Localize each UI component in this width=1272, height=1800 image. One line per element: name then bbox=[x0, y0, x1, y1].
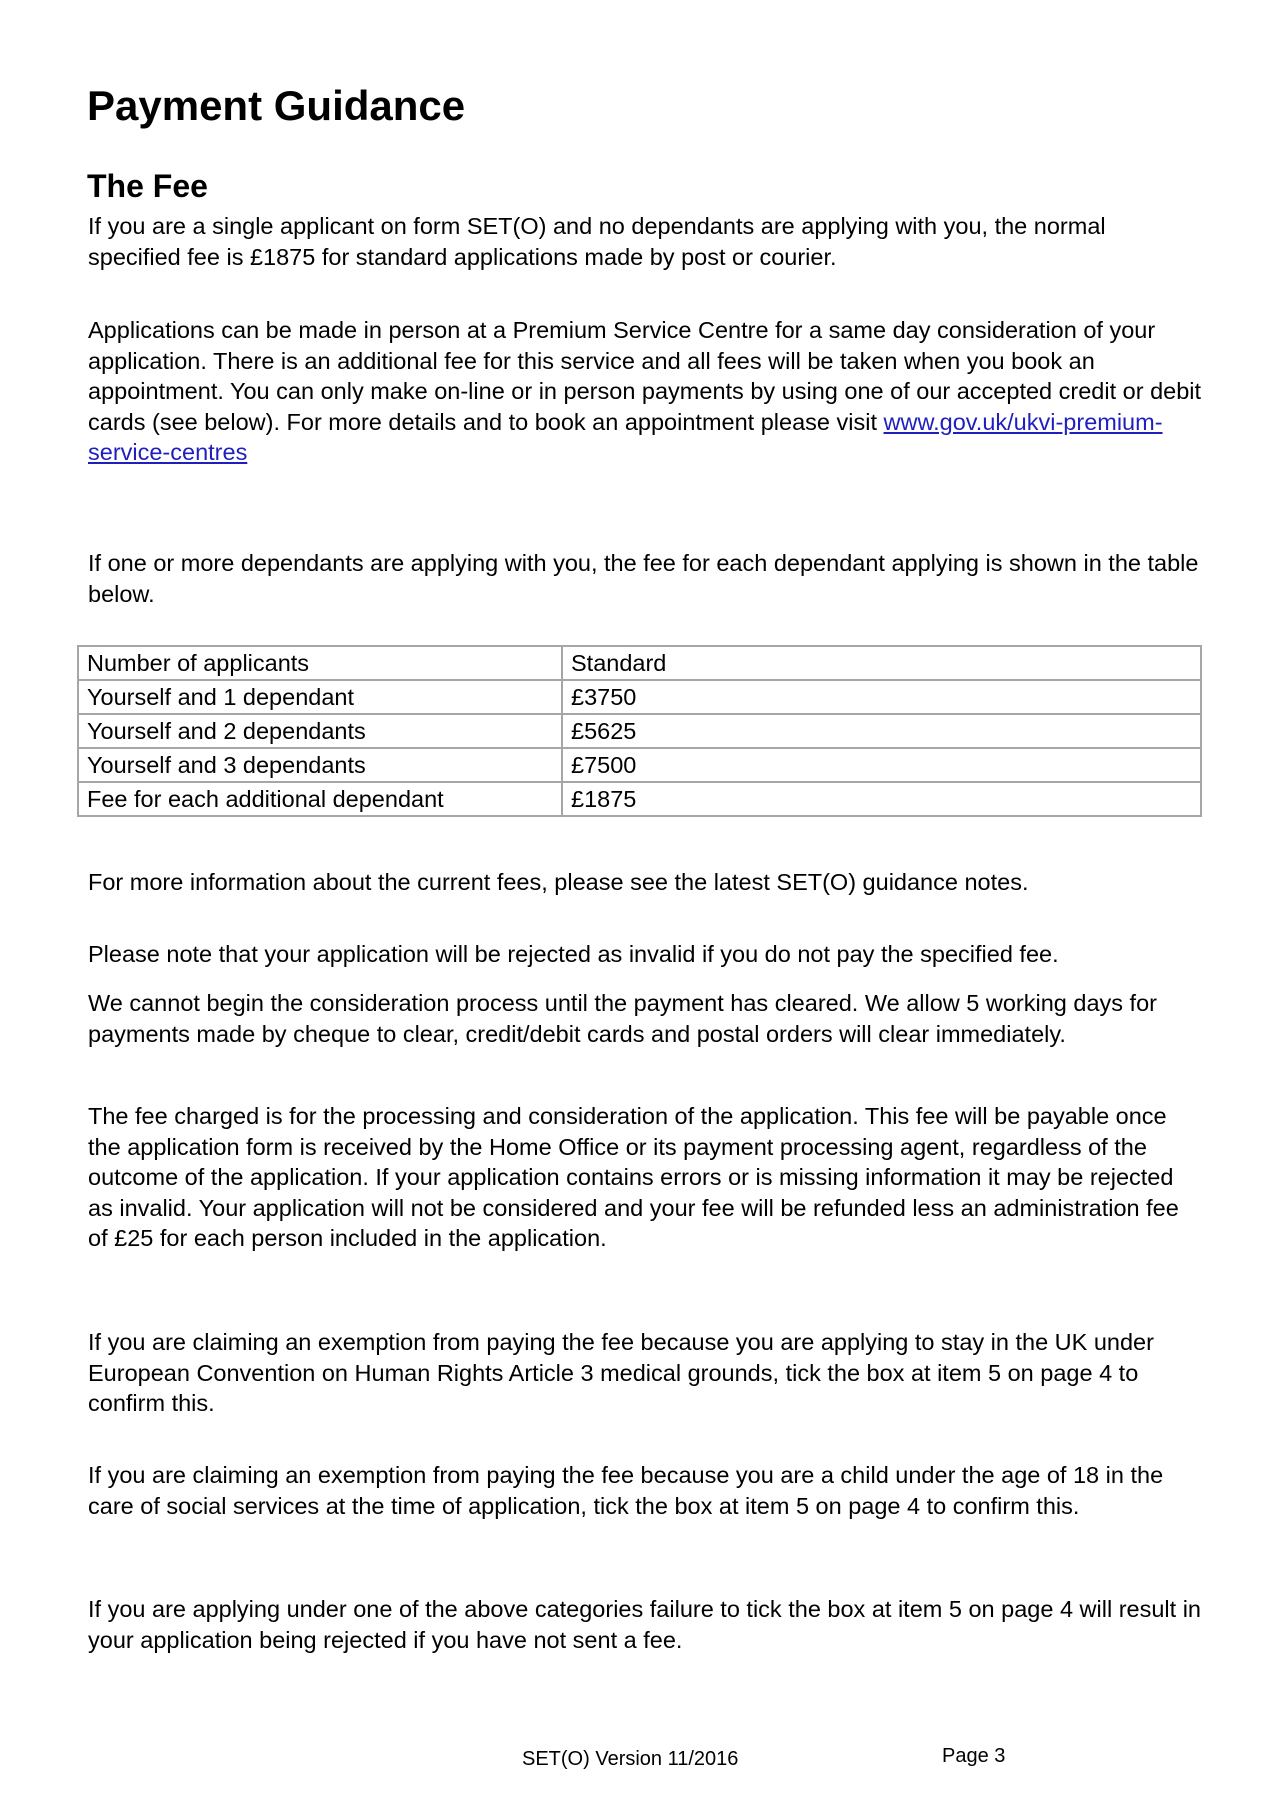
paragraph-rejected-invalid: Please note that your application will be rejected as invalid if you do not pay the specified fee. bbox=[88, 941, 1059, 967]
table-cell-fee: £7500 bbox=[562, 748, 1201, 782]
table-cell-fee: £1875 bbox=[562, 782, 1201, 816]
page-title: Payment Guidance bbox=[87, 82, 466, 129]
table-header-cell: Standard bbox=[562, 646, 1201, 680]
premium-service-text: Applications can be made in person at a Premium Service Centre for a same day consideration of your application. There is an additional fee for this service and all fees will be taken when you book an appointment. You can only make on-line or in person payments by using one of our accepted credit or debit cards (see below). For more details and to book an appointment please visit bbox=[88, 317, 1202, 435]
paragraph-more-information: For more information about the current fees, please see the latest SET(O) guidance notes. bbox=[88, 869, 1029, 895]
paragraph-fee-charged: The fee charged is for the processing and consideration of the application. This fee will be payable once the application form is received by the Home Office or its payment processing agent, regardless of the outcome of the application. If your application contains errors or is missing information it may be rejected as invalid. Your application will not be considered and your fee will be refunded less an administration fee of £25 for each person included in the application. bbox=[88, 1103, 1179, 1252]
table-cell-fee: £5625 bbox=[562, 714, 1201, 748]
paragraph-failure-to-tick: If you are applying under one of the above categories failure to tick the box at item 5 on page 4 will result in your application being rejected if you have not sent a fee. bbox=[88, 1596, 1202, 1653]
table-row bbox=[78, 714, 1201, 748]
paragraph-premium-service bbox=[88, 315, 1203, 468]
table-cell-applicants: Yourself and 3 dependants bbox=[78, 748, 562, 782]
table-row bbox=[78, 748, 1201, 782]
table-row bbox=[78, 782, 1201, 816]
footer-version: SET(O) Version 11/2016 bbox=[522, 1748, 739, 1770]
paragraph-exemption-article-3: If you are claiming an exemption from paying the fee because you are applying to stay in the UK under European Convention on Human Rights Article 3 medical grounds, tick the box at item 5 on page 4 to confirm this. bbox=[88, 1329, 1154, 1417]
table-cell-applicants: Fee for each additional dependant bbox=[78, 782, 562, 816]
premium-service-centres-link[interactable]: www.gov.uk/ukvi-premium-service-centres bbox=[88, 408, 1163, 466]
table-header-row bbox=[78, 646, 1201, 680]
section-heading-the-fee: The Fee bbox=[87, 168, 208, 204]
fee-table bbox=[77, 645, 1202, 817]
paragraph-payment-clearing: We cannot begin the consideration process until the payment has cleared. We allow 5 working days for payments made by cheque to clear, credit/debit cards and postal orders will clear immediately. bbox=[88, 990, 1157, 1047]
paragraph-exemption-child: If you are claiming an exemption from paying the fee because you are a child under the age of 18 in the care of social services at the time of application, tick the box at item 5 on page 4 to confirm this. bbox=[88, 1462, 1164, 1519]
table-cell-applicants: Yourself and 1 dependant bbox=[78, 680, 562, 714]
table-cell-fee: £3750 bbox=[562, 680, 1201, 714]
paragraph-dependants-intro: If one or more dependants are applying with you, the fee for each dependant applying is shown in the table below. bbox=[88, 550, 1199, 607]
table-cell-applicants: Yourself and 2 dependants bbox=[78, 714, 562, 748]
footer-page-number: Page 3 bbox=[942, 1745, 1006, 1767]
paragraph-single-applicant-fee: If you are a single applicant on form SET(O) and no dependants are applying with you, the normal specified fee is £1875 for standard applications made by post or courier. bbox=[88, 213, 1106, 270]
table-row bbox=[78, 680, 1201, 714]
table-header-cell: Number of applicants bbox=[78, 646, 562, 680]
